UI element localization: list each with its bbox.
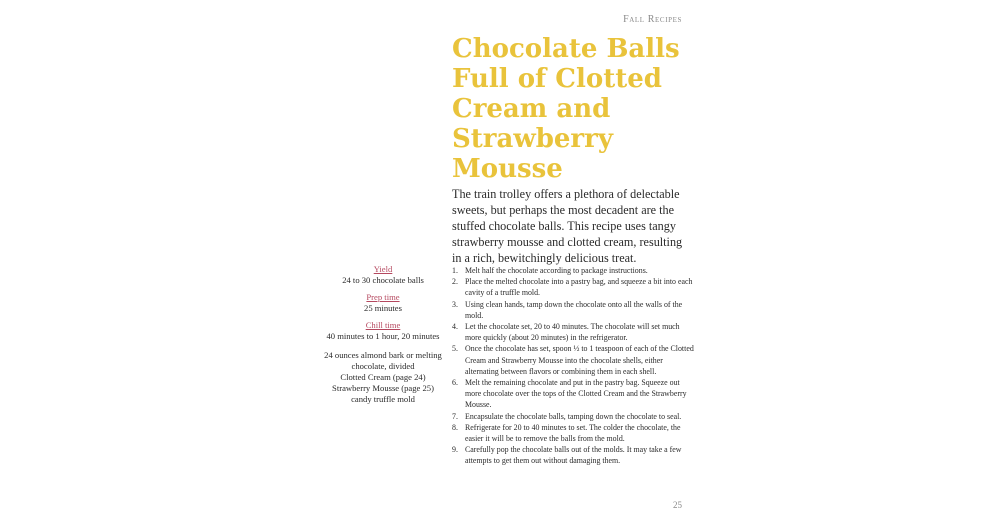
yield-value: 24 to 30 chocolate balls	[342, 275, 424, 285]
ingredient-item: candy truffle mold	[351, 394, 415, 404]
step-text: Using clean hands, tamp down the chocolate onto all the walls of the mold.	[465, 299, 683, 320]
instruction-step	[452, 343, 694, 377]
instruction-step	[452, 411, 694, 422]
yield-label: Yield	[373, 264, 393, 274]
step-number: 4.	[452, 322, 458, 332]
prep-time-value: 25 minutes	[364, 303, 402, 313]
step-number: 2.	[452, 277, 458, 287]
step-text: Place the melted chocolate into a pastry bag, and squeeze a bit into each cavity of a truffle mold.	[465, 277, 693, 298]
chill-time-label: Chill time	[365, 320, 401, 330]
ingredient-list	[322, 350, 444, 405]
prep-time-label: Prep time	[366, 292, 400, 302]
step-text: Refrigerate for 20 to 40 minutes to set. The colder the chocolate, the easier it will be to remove the balls from the mold.	[465, 422, 681, 444]
step-number: 7.	[452, 411, 458, 421]
instruction-step	[452, 321, 694, 343]
step-text: Melt the remaining chocolate and put in the pastry bag. Squeeze out more chocolate over the tops of the Clotted Cream and the Strawberry Mousse.	[465, 378, 687, 410]
step-number: 5.	[452, 344, 458, 354]
step-text: Once the chocolate has set, spoon ½ to 1 teaspoon of each of the Clotted Cream and Strawberry Mousse into the chocolate shells, either alternating between flavors or combining them in each shell.	[465, 344, 694, 376]
instruction-step	[452, 276, 694, 298]
step-number: 8.	[452, 422, 458, 432]
step-text: Encapsulate the chocolate balls, tamping down the chocolate to seal.	[465, 411, 682, 421]
step-number: 1.	[452, 266, 458, 275]
ingredient-item: Strawberry Mousse (page 25)	[332, 383, 434, 393]
instruction-step	[452, 444, 694, 466]
instruction-step	[452, 377, 694, 411]
step-text: Let the chocolate set, 20 to 40 minutes. The chocolate will set much more quickly (about 20 minutes) in the refrigerator.	[465, 322, 680, 343]
recipe-title: Chocolate Balls Full of Clotted Cream and Strawberry Mousse	[452, 34, 680, 184]
step-number: 9.	[452, 445, 458, 455]
step-text: Melt half the chocolate according to package instructions.	[465, 266, 648, 275]
recipe-info-sidebar	[322, 264, 444, 405]
recipe-intro: The train trolley offers a plethora of delectable sweets, but perhaps the most decadent are the stuffed chocolate balls. This recipe uses tangy strawberry mousse and clotted cream, resulting in a rich, bewitchingly delicious treat.	[452, 187, 683, 265]
instruction-steps	[452, 265, 694, 467]
ingredient-item: Clotted Cream (page 24)	[340, 372, 426, 382]
chill-time-value: 40 minutes to 1 hour, 20 minutes	[326, 331, 440, 341]
running-head: Fall Recipes	[623, 14, 682, 25]
step-number: 6.	[452, 378, 458, 388]
step-number: 3.	[452, 299, 458, 309]
instruction-step	[452, 299, 694, 321]
step-text: Carefully pop the chocolate balls out of the molds. It may take a few attempts to get them out without damaging them.	[465, 445, 682, 466]
instruction-step	[452, 422, 694, 444]
instruction-step	[452, 265, 694, 276]
ingredient-item: 24 ounces almond bark or melting chocolate, divided	[324, 350, 442, 371]
page-number: 25	[673, 500, 682, 510]
